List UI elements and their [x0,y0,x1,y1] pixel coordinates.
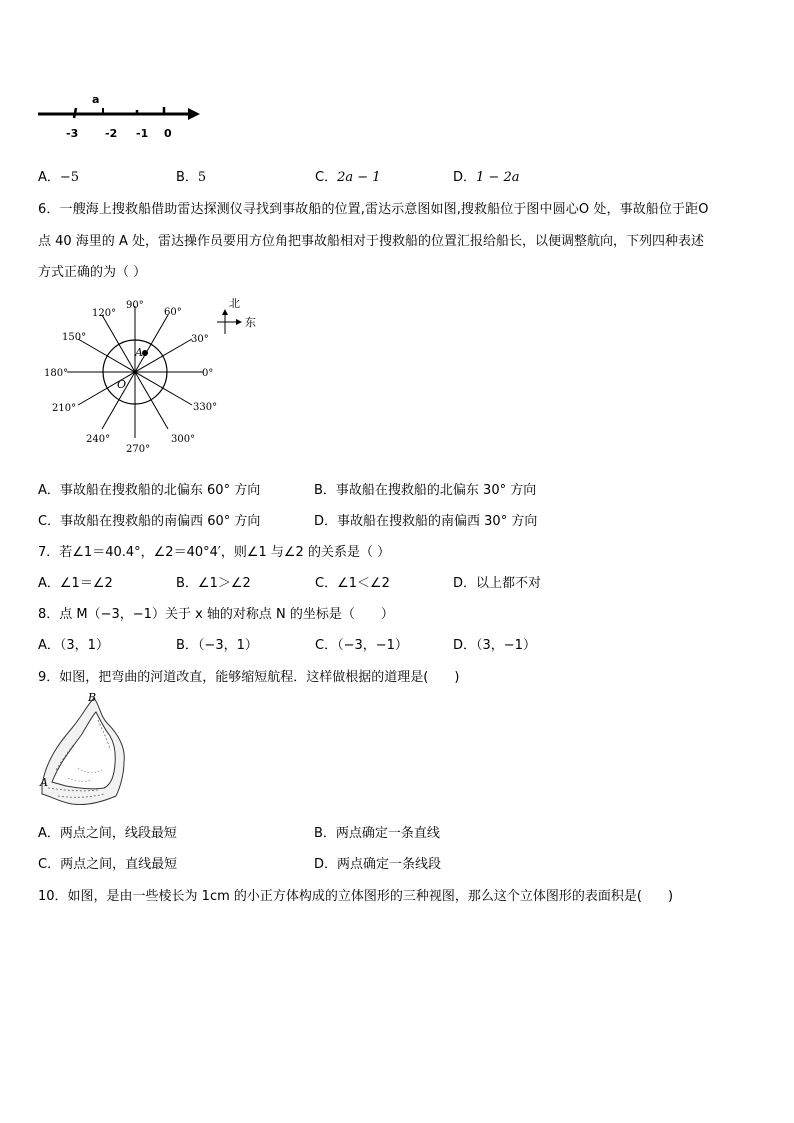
angle-label: 30° [191,334,209,345]
angle-label: 150° [62,332,87,343]
number-line-tick-label: -3 [66,127,79,140]
q5-option-b[interactable]: B．5 [176,170,207,185]
q8-option-d[interactable]: D．（3，−1） [453,638,536,653]
river-point-a-label: A [40,776,48,789]
q6-option-c[interactable]: C．事故船在搜救船的南偏西 60° 方向 [38,514,261,529]
q9-stem: 9．如图，把弯曲的河道改直，能够缩短航程．这样做根据的道理是( ) [38,670,460,685]
east-label: 东 [245,316,256,329]
q6-option-a[interactable]: A．事故船在搜救船的北偏东 60° 方向 [38,483,261,498]
angle-label: 120° [92,308,117,319]
q9-option-d[interactable]: D．两点确定一条线段 [314,857,442,872]
q5-option-a[interactable]: A．−5 [38,170,80,185]
number-line-tick-label: -2 [105,127,118,140]
angle-label: 0° [202,368,214,379]
river-point-b-label: B [88,691,97,704]
number-line-figure [34,92,204,142]
angle-label: 90° [126,300,144,311]
q6-stem-line-1: 6．一艘海上搜救船借助雷达探测仪寻找到事故船的位置,雷达示意图如图,搜救船位于图中圆心O 处，事故船位于距O [38,202,709,217]
q5-option-c[interactable]: C．2a − 1 [315,170,381,185]
q6-stem-line-3: 方式正确的为（ ） [38,265,147,280]
q8-option-c[interactable]: C．（−3，−1） [315,638,408,653]
q9-option-c[interactable]: C．两点之间，直线最短 [38,857,178,872]
number-line-a-label: a [92,93,100,106]
q7-option-d[interactable]: D．以上都不对 [453,576,542,591]
angle-label: 240° [86,434,111,445]
compass-icon [217,309,242,334]
angle-label: 270° [126,444,151,455]
number-line-tick-label: -1 [136,127,149,140]
radar-diagram [40,292,280,464]
q8-stem: 8．点 M（−3，−1）关于 x 轴的对称点 N 的坐标是（ ） [38,607,394,622]
q7-option-b[interactable]: B．∠1＞∠2 [176,576,251,591]
river-figure [38,690,130,812]
q8-option-b[interactable]: B．（−3，1） [176,638,258,653]
q10-stem: 10．如图，是由一些棱长为 1cm 的小正方体构成的立体图形的三种视图，那么这个立体图形的表面积是( ) [38,889,674,904]
angle-label: 330° [193,402,218,413]
q7-stem: 7．若∠1＝40.4°，∠2＝40°4′，则∠1 与∠2 的关系是（ ） [38,545,391,560]
q8-option-a[interactable]: A．（3，1） [38,638,109,653]
q6-option-b[interactable]: B．事故船在搜救船的北偏东 30° 方向 [314,483,537,498]
angle-label: 210° [52,403,77,414]
north-label: 北 [229,297,240,310]
q9-option-a[interactable]: A．两点之间，线段最短 [38,826,177,841]
q6-stem-line-2: 点 40 海里的 A 处，雷达操作员要用方位角把事故船相对于搜救船的位置汇报给船长，以便调整航向，下列四种表述 [38,234,704,249]
q9-option-b[interactable]: B．两点确定一条直线 [314,826,440,841]
angle-label: 180° [44,368,69,379]
q6-option-d[interactable]: D．事故船在搜救船的南偏西 30° 方向 [314,514,538,529]
center-o-label: O [117,378,127,391]
q7-option-a[interactable]: A．∠1＝∠2 [38,576,113,591]
point-a-label: A [135,346,143,359]
q7-option-c[interactable]: C．∠1＜∠2 [315,576,390,591]
angle-label: 60° [164,307,182,318]
q5-option-d[interactable]: D．1 − 2a [453,170,520,185]
angle-label: 300° [171,434,196,445]
number-line-tick-label: 0 [164,127,172,140]
